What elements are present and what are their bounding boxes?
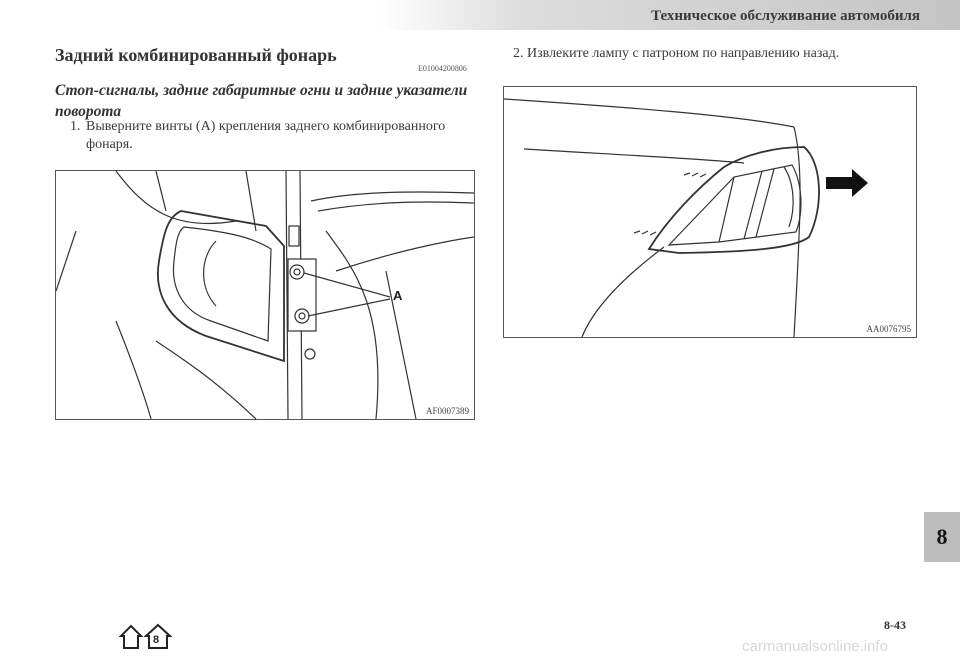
chapter-tab[interactable]: 8 <box>924 512 960 562</box>
step-2 <box>513 45 933 63</box>
section-title: Задний комбинированный фонарь <box>55 45 337 65</box>
tail-lamp-screws-illustration <box>56 171 474 419</box>
step-1-text: Выверните винты (А) крепления заднего комбинированного фонаря. <box>86 119 446 152</box>
step-2-number: 2. <box>513 46 524 61</box>
page-number: 8-43 <box>884 618 906 632</box>
figure-tail-lamp-screws <box>55 170 475 420</box>
section-subtitle: Стоп-сигналы, задние габаритные огни и задние указатели поворота <box>55 82 468 120</box>
figure-tail-lamp-removal <box>503 86 917 338</box>
step-2-text: Извлеките лампу с патроном по направлению назад. <box>527 46 840 61</box>
figure-2-code: AA0076795 <box>866 324 911 334</box>
label-a: A <box>393 288 403 303</box>
section-code: E01004200806 <box>418 64 467 73</box>
header-band <box>380 0 960 30</box>
toc-icon-label: 8 <box>153 634 160 646</box>
watermark: carmanualsonline.info <box>742 638 888 655</box>
tail-lamp-removal-illustration <box>504 87 916 337</box>
step-1-number: 1. <box>70 119 81 134</box>
step-1 <box>70 118 480 154</box>
nav-icons <box>118 622 178 652</box>
header-title: Техническое обслуживание автомобиля <box>651 8 920 24</box>
arrow-right-icon <box>826 169 868 197</box>
home-icon[interactable] <box>121 626 141 648</box>
figure-1-code: AF0007389 <box>425 406 469 416</box>
